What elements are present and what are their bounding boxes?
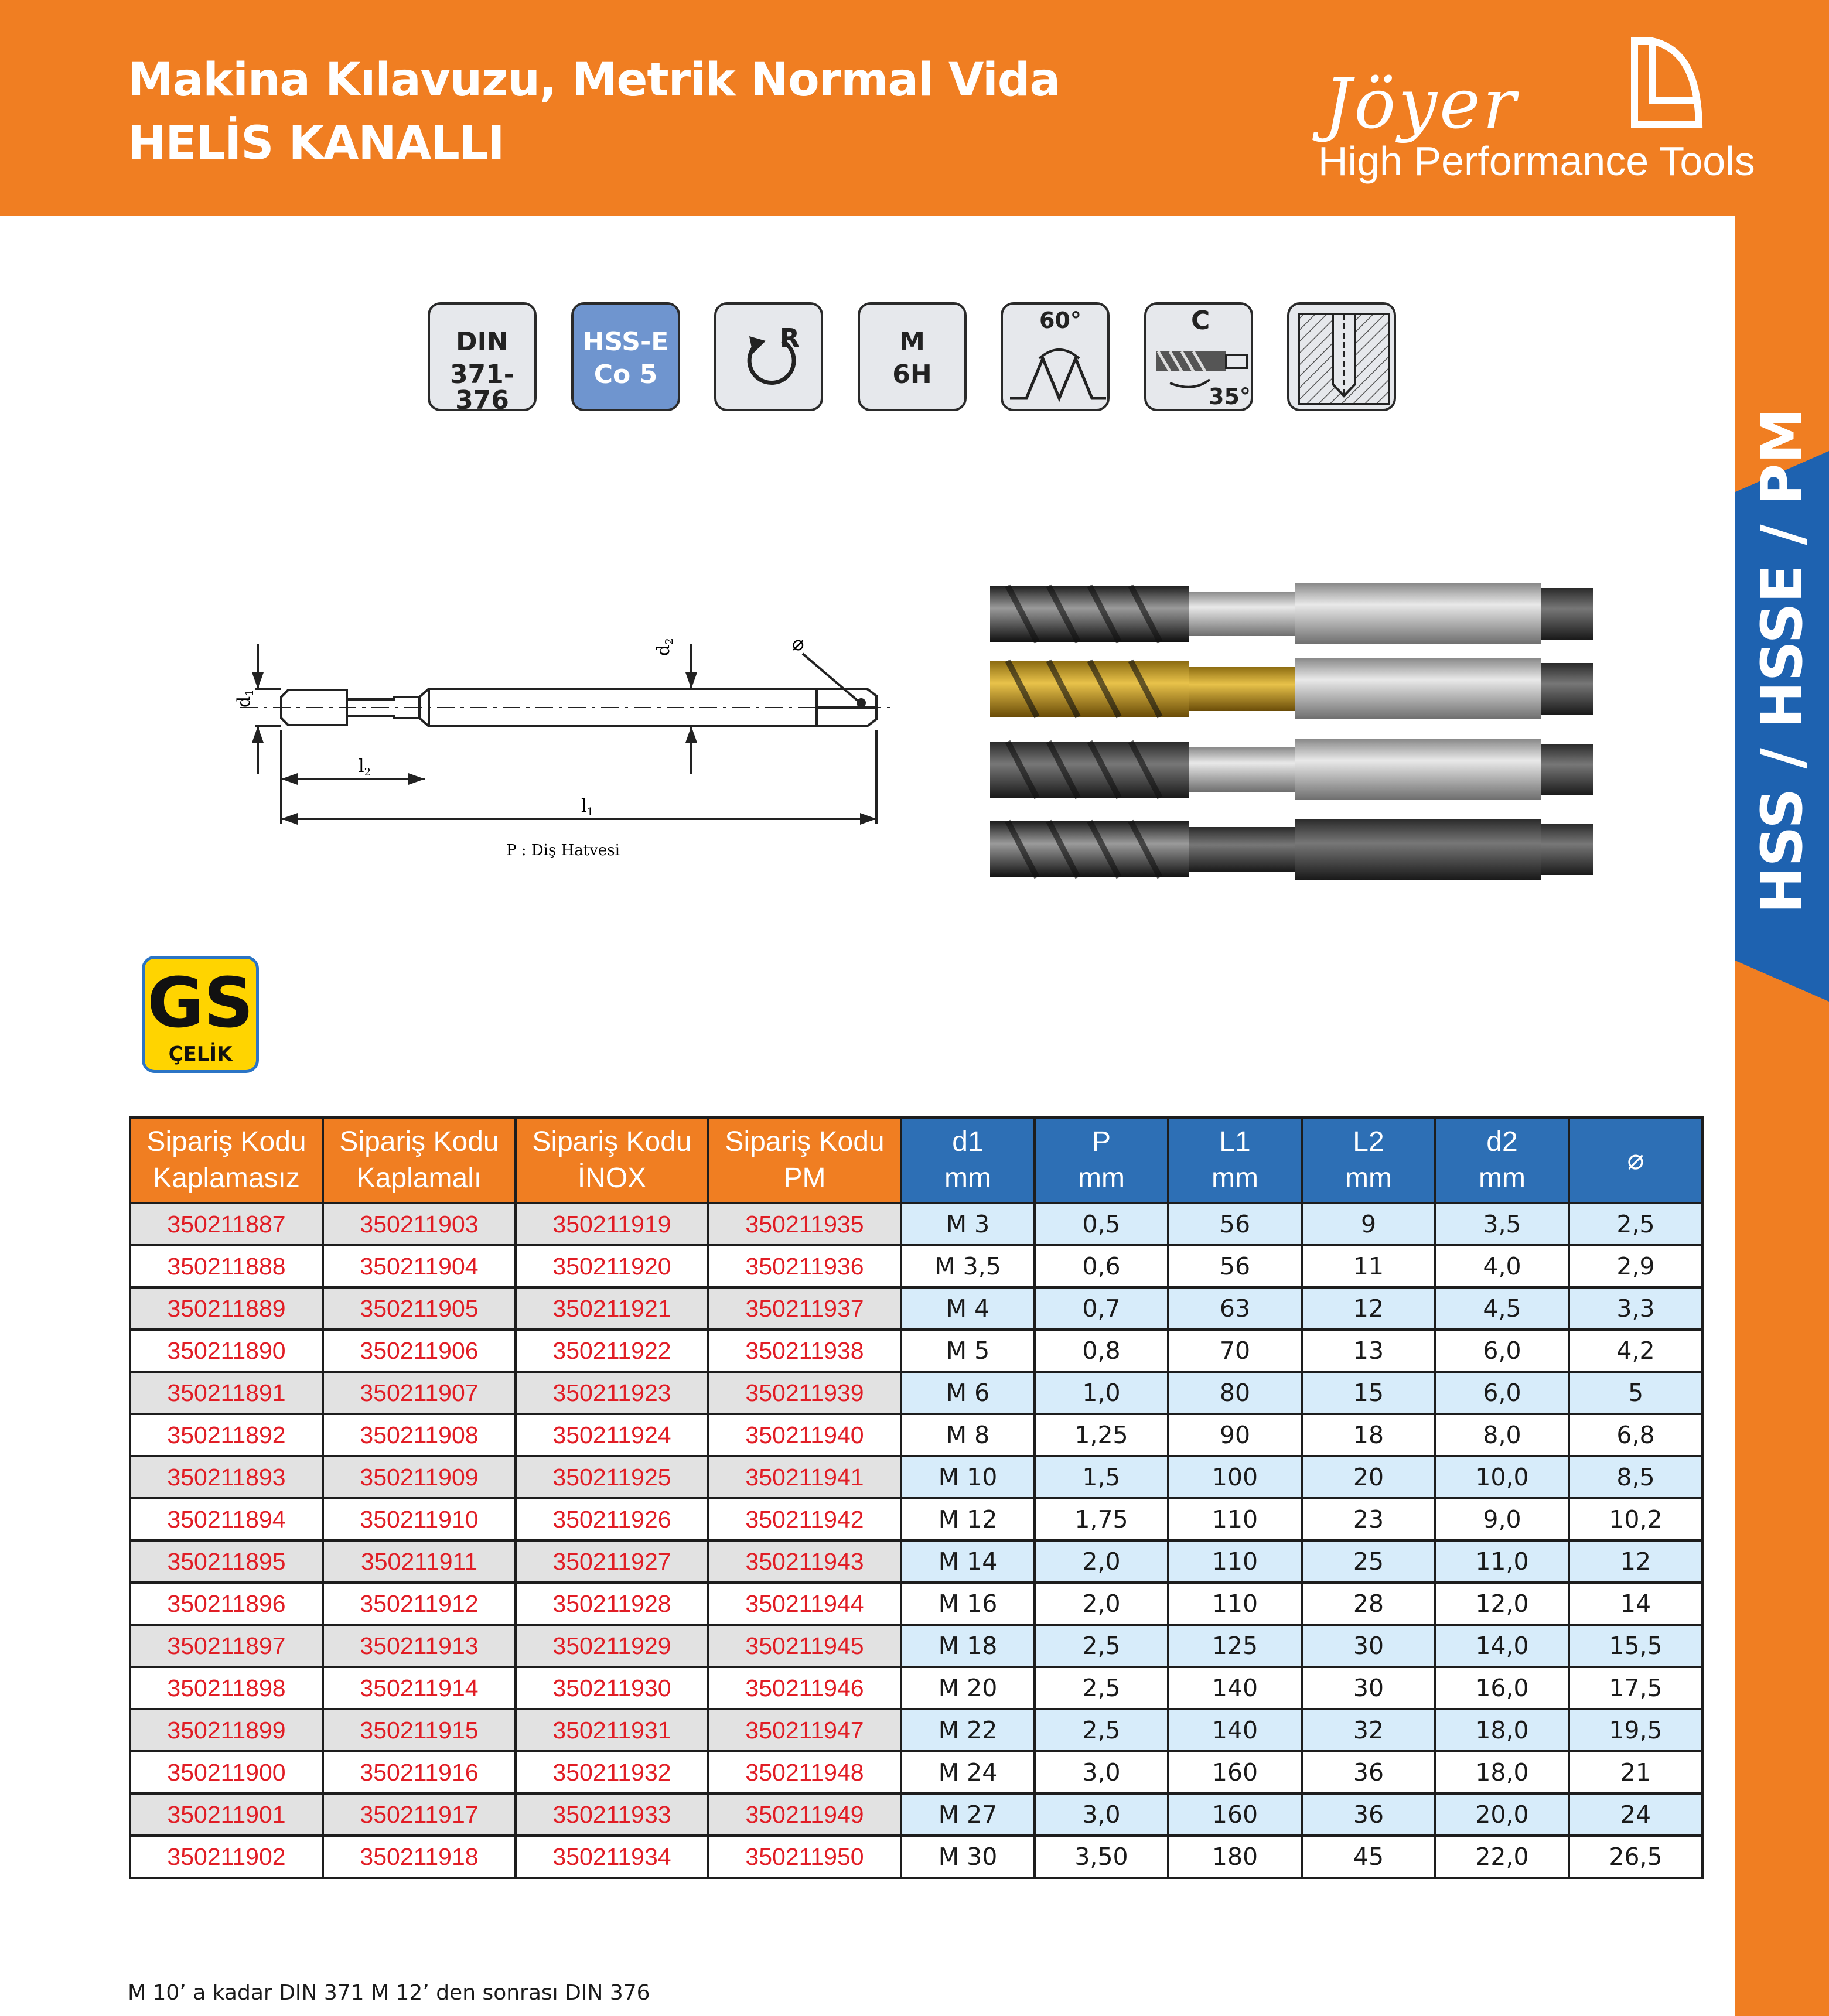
column-header-unit: Kaplamalı	[356, 1163, 482, 1194]
order-code-cell: 350211934	[516, 1836, 708, 1878]
order-code-cell: 350211918	[323, 1836, 516, 1878]
column-header	[1035, 1118, 1168, 1203]
dimension-cell: 140	[1168, 1667, 1302, 1709]
order-code-cell: 350211936	[708, 1245, 901, 1287]
order-code-cell: 350211921	[516, 1287, 708, 1330]
order-code-cell: 350211946	[708, 1667, 901, 1709]
column-header-unit: İNOX	[577, 1163, 647, 1194]
dimension-cell: 16,0	[1435, 1667, 1569, 1709]
dimension-cell: 56	[1168, 1245, 1302, 1287]
dimension-cell: M 6	[901, 1372, 1035, 1414]
order-code-cell: 350211906	[323, 1330, 516, 1372]
order-code-cell: 350211950	[708, 1836, 901, 1878]
dimension-cell: 160	[1168, 1751, 1302, 1793]
spec-table	[129, 1116, 1704, 1879]
order-code-cell: 350211933	[516, 1793, 708, 1836]
dimension-cell: 160	[1168, 1793, 1302, 1836]
dimension-cell: 4,5	[1435, 1287, 1569, 1330]
blind-hole-icon	[1287, 302, 1396, 411]
dimension-cell: 56	[1168, 1203, 1302, 1245]
dimension-cell: M 12	[901, 1498, 1035, 1540]
order-code-cell: 350211892	[130, 1414, 323, 1456]
dimension-cell: M 27	[901, 1793, 1035, 1836]
dimension-cell: M 30	[901, 1836, 1035, 1878]
square-symbol: ⌀	[792, 632, 804, 655]
dimension-cell: M 14	[901, 1540, 1035, 1583]
column-header-label: Sipariş Kodu	[339, 1126, 499, 1157]
rotation-arrow-icon	[716, 305, 825, 414]
order-code-cell: 350211898	[130, 1667, 323, 1709]
dimension-cell: 3,5	[1435, 1203, 1569, 1245]
tap-coated	[990, 658, 1593, 719]
order-code-cell: 350211912	[323, 1583, 516, 1625]
dimension-cell: 22,0	[1435, 1836, 1569, 1878]
dimension-cell: M 3	[901, 1203, 1035, 1245]
order-code-cell: 350211897	[130, 1625, 323, 1667]
order-code-cell: 350211911	[323, 1540, 516, 1583]
dimension-cell: 140	[1168, 1709, 1302, 1751]
dimension-cell: 6,0	[1435, 1372, 1569, 1414]
material-cobalt: Co 5	[593, 360, 658, 389]
dimension-cell: 1,5	[1035, 1456, 1168, 1498]
order-code-cell: 350211900	[130, 1751, 323, 1793]
table-row	[130, 1667, 1702, 1709]
dimension-cell: 11	[1302, 1245, 1435, 1287]
tap-uncoated	[990, 583, 1593, 644]
drawing-caption: P : Diş Hatvesi	[506, 842, 620, 859]
order-code-cell: 350211948	[708, 1751, 901, 1793]
column-header	[516, 1118, 708, 1203]
column-header-label: L1	[1219, 1126, 1251, 1157]
din-standard-icon	[428, 302, 537, 415]
order-code-cell: 350211903	[323, 1203, 516, 1245]
badge-code: GS	[147, 962, 254, 1043]
order-code-cell: 350211939	[708, 1372, 901, 1414]
order-code-cell: 350211908	[323, 1414, 516, 1456]
order-code-cell: 350211919	[516, 1203, 708, 1245]
dimension-cell: 32	[1302, 1709, 1435, 1751]
column-header-unit: mm	[1479, 1163, 1526, 1194]
dimension-cell: 30	[1302, 1625, 1435, 1667]
dimension-cell: 28	[1302, 1583, 1435, 1625]
order-code-cell: 350211929	[516, 1625, 708, 1667]
dimension-cell: 23	[1302, 1498, 1435, 1540]
dimension-cell: M 24	[901, 1751, 1035, 1793]
dimension-cell: 19,5	[1569, 1709, 1702, 1751]
order-code-cell: 350211923	[516, 1372, 708, 1414]
dimension-cell: M 3,5	[901, 1245, 1035, 1287]
order-code-cell: 350211937	[708, 1287, 901, 1330]
dimension-cell: 2,5	[1569, 1203, 1702, 1245]
order-code-cell: 350211930	[516, 1667, 708, 1709]
dimension-cell: 6,0	[1435, 1330, 1569, 1372]
side-tab-label: HSS / HSSE / PM	[1749, 408, 1815, 914]
dimension-cell: 100	[1168, 1456, 1302, 1498]
dimension-cell: M 22	[901, 1709, 1035, 1751]
order-code-cell: 350211943	[708, 1540, 901, 1583]
l2-label: $l_2$	[359, 756, 371, 778]
dimension-cell: 12	[1302, 1287, 1435, 1330]
thread-angle-label: 60°	[1039, 307, 1081, 333]
header-banner	[0, 0, 1829, 216]
dimension-cell: 9	[1302, 1203, 1435, 1245]
dimension-cell: 20	[1302, 1456, 1435, 1498]
dimension-cell: M 4	[901, 1287, 1035, 1330]
order-code-cell: 350211932	[516, 1751, 708, 1793]
order-code-cell: 350211899	[130, 1709, 323, 1751]
order-code-cell: 350211916	[323, 1751, 516, 1793]
chamfer-helix-icon	[1144, 302, 1253, 411]
order-code-cell: 350211920	[516, 1245, 708, 1287]
column-header-label: L2	[1353, 1126, 1384, 1157]
column-header	[901, 1118, 1035, 1203]
dimension-cell: 110	[1168, 1540, 1302, 1583]
dimension-cell: 20,0	[1435, 1793, 1569, 1836]
dimension-cell: 3,0	[1035, 1793, 1168, 1836]
order-code-cell: 350211949	[708, 1793, 901, 1836]
dimension-cell: 1,25	[1035, 1414, 1168, 1456]
dimension-cell: 4,0	[1435, 1245, 1569, 1287]
dimension-cell: 0,5	[1035, 1203, 1168, 1245]
table-row	[130, 1793, 1702, 1836]
dimension-cell: 18,0	[1435, 1709, 1569, 1751]
column-header-unit: mm	[1078, 1163, 1125, 1194]
order-code-cell: 350211915	[323, 1709, 516, 1751]
column-header	[323, 1118, 516, 1203]
dimension-cell: 0,6	[1035, 1245, 1168, 1287]
dimension-cell: 0,7	[1035, 1287, 1168, 1330]
page-subtitle: HELİS KANALLI	[128, 117, 504, 170]
table-row	[130, 1540, 1702, 1583]
dimension-cell: M 10	[901, 1456, 1035, 1498]
table-row	[130, 1751, 1702, 1793]
order-code-cell: 350211942	[708, 1498, 901, 1540]
dimension-cell: 8,5	[1569, 1456, 1702, 1498]
order-code-cell: 350211926	[516, 1498, 708, 1540]
dimension-cell: 5	[1569, 1372, 1702, 1414]
order-code-cell: 350211901	[130, 1793, 323, 1836]
order-code-cell: 350211902	[130, 1836, 323, 1878]
order-code-cell: 350211935	[708, 1203, 901, 1245]
page-title: Makina Kılavuzu, Metrik Normal Vida	[128, 54, 1060, 107]
dimension-cell: 180	[1168, 1836, 1302, 1878]
order-code-cell: 350211907	[323, 1372, 516, 1414]
dimension-cell: 63	[1168, 1287, 1302, 1330]
dimension-cell: 6,8	[1569, 1414, 1702, 1456]
column-header-label: ⌀	[1627, 1144, 1644, 1176]
table-row	[130, 1414, 1702, 1456]
column-header-label: Sipariş Kodu	[146, 1126, 306, 1157]
rotation-label: R	[780, 323, 800, 353]
column-header-label: d1	[952, 1126, 984, 1157]
dimension-cell: 3,0	[1035, 1751, 1168, 1793]
dimension-cell: 26,5	[1569, 1836, 1702, 1878]
tap-inox	[990, 739, 1593, 800]
material-badge	[142, 956, 259, 1073]
right-hand-rotation-icon	[714, 302, 823, 411]
order-code-cell: 350211914	[323, 1667, 516, 1709]
product-photo	[984, 580, 1611, 890]
dimension-cell: 12	[1569, 1540, 1702, 1583]
dimension-cell: 21	[1569, 1751, 1702, 1793]
brand-logo-icon	[1629, 36, 1705, 130]
order-code-cell: 350211931	[516, 1709, 708, 1751]
badge-label: ÇELİK	[168, 1043, 233, 1066]
material-label: HSS-E	[582, 327, 669, 357]
tolerance-class: 6H	[892, 360, 932, 389]
dimension-cell: 36	[1302, 1751, 1435, 1793]
table-header-row	[130, 1118, 1702, 1203]
table-row	[130, 1287, 1702, 1330]
tolerance-icon	[858, 302, 967, 411]
order-code-cell: 350211888	[130, 1245, 323, 1287]
order-code-cell: 350211928	[516, 1583, 708, 1625]
table-row	[130, 1709, 1702, 1751]
dimension-cell: 4,2	[1569, 1330, 1702, 1372]
dimension-cell: 3,50	[1035, 1836, 1168, 1878]
dimension-cell: 2,0	[1035, 1583, 1168, 1625]
dimension-cell: 110	[1168, 1498, 1302, 1540]
column-header-label: d2	[1486, 1126, 1518, 1157]
order-code-cell: 350211940	[708, 1414, 901, 1456]
table-row	[130, 1625, 1702, 1667]
order-code-cell: 350211945	[708, 1625, 901, 1667]
order-code-cell: 350211944	[708, 1583, 901, 1625]
dimension-cell: 110	[1168, 1583, 1302, 1625]
blind-hole-section-icon	[1289, 305, 1398, 414]
dimension-cell: 17,5	[1569, 1667, 1702, 1709]
order-code-cell: 350211891	[130, 1372, 323, 1414]
dimension-cell: 36	[1302, 1793, 1435, 1836]
column-header-unit: Kaplamasız	[153, 1163, 300, 1194]
dimension-cell: 14	[1569, 1583, 1702, 1625]
dimension-cell: 2,5	[1035, 1667, 1168, 1709]
column-header-unit: mm	[944, 1163, 991, 1194]
dimension-cell: 125	[1168, 1625, 1302, 1667]
dimension-cell: 9,0	[1435, 1498, 1569, 1540]
order-code-cell: 350211890	[130, 1330, 323, 1372]
tap-dimension-drawing	[223, 621, 914, 867]
order-code-cell: 350211895	[130, 1540, 323, 1583]
dimension-cell: 2,5	[1035, 1625, 1168, 1667]
column-header-label: Sipariş Kodu	[725, 1126, 885, 1157]
table-row	[130, 1498, 1702, 1540]
column-header	[1302, 1118, 1435, 1203]
dimension-cell: 18	[1302, 1414, 1435, 1456]
d1-label: $d_1$	[234, 689, 256, 708]
l1-label: $l_1$	[581, 796, 594, 818]
dimension-cell: 13	[1302, 1330, 1435, 1372]
dimension-cell: 70	[1168, 1330, 1302, 1372]
dimension-cell: 14,0	[1435, 1625, 1569, 1667]
order-code-cell: 350211893	[130, 1456, 323, 1498]
column-header	[130, 1118, 323, 1203]
dimension-cell: 90	[1168, 1414, 1302, 1456]
column-header	[708, 1118, 901, 1203]
order-code-cell: 350211894	[130, 1498, 323, 1540]
order-code-cell: 350211922	[516, 1330, 708, 1372]
tap-pm	[990, 819, 1593, 880]
order-code-cell: 350211941	[708, 1456, 901, 1498]
dimension-cell: 0,8	[1035, 1330, 1168, 1372]
dimension-cell: M 20	[901, 1667, 1035, 1709]
table-row	[130, 1203, 1702, 1245]
material-icon	[571, 302, 680, 411]
order-code-cell: 350211924	[516, 1414, 708, 1456]
dimension-cell: M 8	[901, 1414, 1035, 1456]
order-code-cell: 350211904	[323, 1245, 516, 1287]
column-header-unit: mm	[1212, 1163, 1258, 1194]
column-header	[1168, 1118, 1302, 1203]
dimension-cell: 45	[1302, 1836, 1435, 1878]
column-header	[1435, 1118, 1569, 1203]
tolerance-label: M	[899, 327, 925, 357]
dimension-cell: 2,0	[1035, 1540, 1168, 1583]
order-code-cell: 350211925	[516, 1456, 708, 1498]
dimension-cell: 2,5	[1035, 1709, 1168, 1751]
table-row	[130, 1583, 1702, 1625]
chamfer-label: C	[1191, 306, 1210, 336]
order-code-cell: 350211905	[323, 1287, 516, 1330]
d2-label: $d_2$	[653, 638, 675, 656]
dimension-cell: 15	[1302, 1372, 1435, 1414]
thread-angle-icon	[1001, 302, 1110, 411]
order-code-cell: 350211947	[708, 1709, 901, 1751]
dimension-cell: 80	[1168, 1372, 1302, 1414]
column-header-unit: mm	[1345, 1163, 1392, 1194]
dimension-cell: 15,5	[1569, 1625, 1702, 1667]
order-code-cell: 350211889	[130, 1287, 323, 1330]
order-code-cell: 350211938	[708, 1330, 901, 1372]
table-row	[130, 1836, 1702, 1878]
dimension-cell: 12,0	[1435, 1583, 1569, 1625]
dimension-cell: 2,9	[1569, 1245, 1702, 1287]
dimension-cell: 1,75	[1035, 1498, 1168, 1540]
order-code-cell: 350211917	[323, 1793, 516, 1836]
column-header-unit: PM	[783, 1163, 826, 1194]
dimension-cell: 18,0	[1435, 1751, 1569, 1793]
order-code-cell: 350211909	[323, 1456, 516, 1498]
dimension-cell: 3,3	[1569, 1287, 1702, 1330]
table-row	[130, 1330, 1702, 1372]
order-code-cell: 350211910	[323, 1498, 516, 1540]
column-header	[1569, 1118, 1702, 1203]
din-label: DIN	[456, 327, 509, 357]
dimension-cell: 8,0	[1435, 1414, 1569, 1456]
helix-angle-label: 35°	[1209, 384, 1251, 409]
table-row	[130, 1456, 1702, 1498]
dimension-cell: 11,0	[1435, 1540, 1569, 1583]
table-row	[130, 1372, 1702, 1414]
dimension-cell: M 18	[901, 1625, 1035, 1667]
order-code-cell: 350211887	[130, 1203, 323, 1245]
dimension-cell: M 16	[901, 1583, 1035, 1625]
dimension-cell: 25	[1302, 1540, 1435, 1583]
order-code-cell: 350211927	[516, 1540, 708, 1583]
column-header-label: P	[1091, 1126, 1111, 1157]
dimension-cell: 10,2	[1569, 1498, 1702, 1540]
footnote: M 10’ a kadar DIN 371 M 12’ den sonrası DIN 376	[128, 1981, 650, 2005]
dimension-cell: 10,0	[1435, 1456, 1569, 1498]
dimension-cell: 30	[1302, 1667, 1435, 1709]
dimension-cell: 1,0	[1035, 1372, 1168, 1414]
din-number: 371-376	[449, 360, 515, 415]
order-code-cell: 350211913	[323, 1625, 516, 1667]
brand-tagline: High Performance Tools	[1318, 138, 1755, 184]
dimension-cell: M 5	[901, 1330, 1035, 1372]
table-row	[130, 1245, 1702, 1287]
brand-name: Jöyer	[1324, 63, 1519, 144]
column-header-label: Sipariş Kodu	[532, 1126, 692, 1157]
order-code-cell: 350211896	[130, 1583, 323, 1625]
dimension-cell: 24	[1569, 1793, 1702, 1836]
